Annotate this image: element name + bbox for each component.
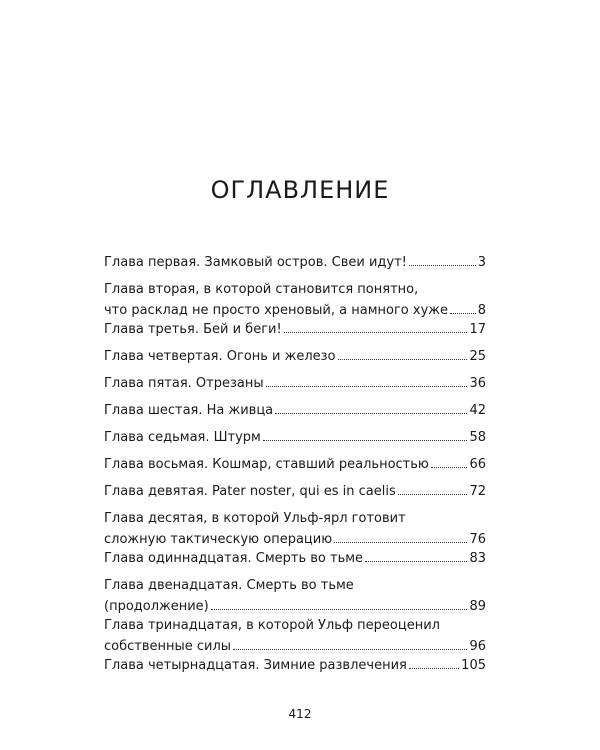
toc-entry-line — [104, 481, 486, 502]
toc-entry — [104, 481, 486, 502]
toc-entry-title: что расклад не просто хреновый, а намного хуже — [104, 303, 448, 318]
toc-entry-line — [104, 300, 486, 321]
dot-leader — [398, 494, 468, 495]
dot-leader — [211, 609, 468, 610]
toc-entry-page: 83 — [469, 551, 486, 566]
toc-entry-line — [104, 636, 486, 657]
toc-entry — [104, 279, 486, 321]
toc-entry-page: 8 — [477, 303, 486, 318]
toc-entry-page: 96 — [469, 639, 486, 654]
dot-leader — [431, 467, 468, 468]
toc-entry-page: 105 — [461, 658, 486, 673]
toc-entry-line — [104, 454, 486, 475]
toc-entry-line — [104, 346, 486, 367]
toc-entry — [104, 427, 486, 448]
toc-entry-title: Глава четвертая. Огонь и железо — [104, 349, 336, 364]
page-number: 412 — [288, 707, 312, 721]
toc-entry — [104, 373, 486, 394]
toc-entry-page: 17 — [469, 322, 486, 337]
toc-entry-line — [104, 508, 486, 529]
toc-entry-page: 36 — [469, 376, 486, 391]
toc-entry-title: Глава вторая, в которой становится понятно, — [104, 282, 419, 297]
toc-entry-page: 3 — [477, 255, 486, 270]
toc-entry-page: 76 — [469, 532, 486, 547]
dot-leader — [334, 542, 467, 543]
toc-entry-title: (продолжение) — [104, 599, 209, 614]
page-title: ОГЛАВЛЕНИЕ — [210, 176, 390, 204]
toc-entry — [104, 655, 486, 676]
toc-entry-title: Глава четырнадцатая. Зимние развлечения — [104, 658, 407, 673]
toc-entry-title: Глава десятая, в которой Ульф-ярл готовит — [104, 511, 406, 526]
toc-entry — [104, 615, 486, 657]
toc-entry-title: Глава седьмая. Штурм — [104, 430, 261, 445]
toc-entry — [104, 346, 486, 367]
toc-entry-title: Глава одиннадцатая. Смерть во тьме — [104, 551, 364, 566]
toc-entry-page: 42 — [469, 403, 486, 418]
dot-leader — [409, 668, 459, 669]
toc-entry-line — [104, 252, 486, 273]
toc-entry-title: Глава восьмая. Кошмар, ставший реальностью — [104, 457, 429, 472]
dot-leader — [284, 332, 468, 333]
toc-entry-page: 58 — [469, 430, 486, 445]
toc-entry-line — [104, 400, 486, 421]
dot-leader — [365, 561, 467, 562]
toc-entry-line — [104, 279, 486, 300]
toc-entry — [104, 508, 486, 550]
toc-entry-title: Глава тринадцатая, в которой Ульф переоценил — [104, 618, 440, 633]
toc-entry-title: Глава первая. Замковый остров. Свеи идут! — [104, 255, 407, 270]
toc-entry — [104, 454, 486, 475]
toc-entry-page: 72 — [469, 484, 486, 499]
toc-entry-line — [104, 655, 486, 676]
toc-entry-line — [104, 575, 486, 596]
dot-leader — [233, 649, 467, 650]
toc-entry-line — [104, 427, 486, 448]
toc-entry-title: Глава девятая. Pater noster, qui es in caelis — [104, 484, 396, 499]
toc-entry-line — [104, 615, 486, 636]
toc-entry-line — [104, 529, 486, 550]
toc-entry-title: Глава пятая. Отрезаны — [104, 376, 264, 391]
toc-entry-line — [104, 596, 486, 617]
toc-entry — [104, 400, 486, 421]
dot-leader — [338, 359, 468, 360]
dot-leader — [275, 413, 467, 414]
toc-entry — [104, 252, 486, 273]
toc-entry-title: собственные силы — [104, 639, 232, 654]
toc-entry-line — [104, 319, 486, 340]
toc-entry-title: Глава третья. Бей и беги! — [104, 322, 282, 337]
toc-entry-page: 66 — [469, 457, 486, 472]
toc-entry — [104, 319, 486, 340]
toc-entry — [104, 575, 486, 617]
toc-entry-title: сложную тактическую операцию — [104, 532, 333, 547]
dot-leader — [263, 440, 468, 441]
toc-entry-page: 89 — [469, 599, 486, 614]
toc-entry — [104, 548, 486, 569]
toc-entry-line — [104, 548, 486, 569]
dot-leader — [450, 313, 476, 314]
toc-entry-title: Глава двенадцатая. Смерть во тьме — [104, 578, 354, 593]
dot-leader — [266, 386, 468, 387]
toc-entry-title: Глава шестая. На живца — [104, 403, 274, 418]
dot-leader — [409, 265, 476, 266]
toc-entry-line — [104, 373, 486, 394]
toc-entry-page: 25 — [469, 349, 486, 364]
